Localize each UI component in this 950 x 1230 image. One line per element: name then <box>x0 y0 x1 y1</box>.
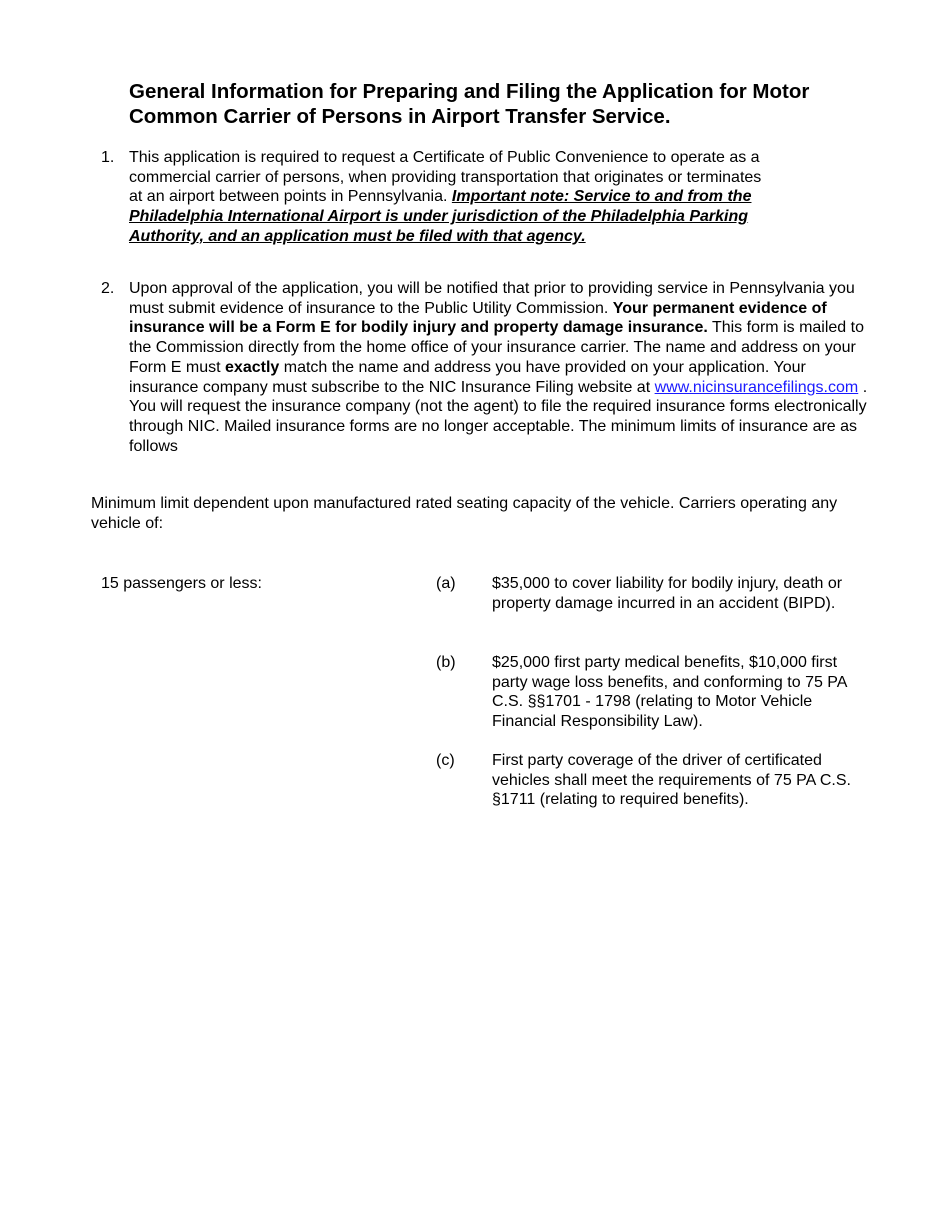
list-number: 2. <box>101 280 115 297</box>
coverage-text: $35,000 to cover liability for bodily injury, death or property damage incurred in an accident (BIPD). <box>492 575 843 612</box>
list-item-body <box>129 148 779 247</box>
list-number: 1. <box>101 149 115 166</box>
form-e-statement: Your permanent evidence of insurance will be a Form E for bodily injury and property damage insurance. <box>129 299 827 337</box>
coverage-text: First party coverage of the driver of certificated vehicles shall meet the requirements of 75 PA C.S. §1711 (relating to required benefits). <box>492 752 851 809</box>
coverage-letter: (a) <box>436 575 456 592</box>
item-2-text-2: This form is mailed to the Commission directly from the home office of your insurance carrier. The name and address on your Form E must <box>129 319 864 376</box>
item-2-text-3: match the name and address you have provided on your application. Your insurance company must subscribe to the NIC Insurance Filing website at <box>129 358 806 396</box>
list-item-body <box>129 279 874 456</box>
document-title: General Information for Preparing and Filing the Application for Motor Common Carrier of Persons in Airport Transfer Service. <box>129 80 810 128</box>
item-2-text-1: Upon approval of the application, you will be notified that prior to providing service in Pennsylvania you must submit evidence of insurance to the Public Utility Commission. <box>129 280 855 317</box>
minimum-limit-intro: Minimum limit dependent upon manufactured rated seating capacity of the vehicle. Carriers operating any vehicle of: <box>91 495 838 532</box>
item-2-text-4: . You will request the insurance company (not the agent) to file the required insurance forms electronically through NIC. Mailed insurance forms are no longer acceptable. The minimum limits of insurance are as follows <box>129 378 868 455</box>
nic-website-link[interactable]: www.nicinsurancefilings.com <box>654 378 859 396</box>
exactly-emphasis: exactly <box>225 358 280 376</box>
coverage-letter: (b) <box>436 654 456 671</box>
coverage-text: $25,000 first party medical benefits, $10,000 first party wage loss benefits, and conforming to 75 PA C.S. §§1701 - 1798 (relating to Motor Vehicle Financial Responsibility Law). <box>492 654 847 731</box>
coverage-letter: (c) <box>436 752 455 769</box>
important-note: Important note: Service to and from the Philadelphia International Airport is under jurisdiction of the Philadelphia Parking Authority, and an application must be filed with that agency. <box>129 188 752 245</box>
capacity-label: 15 passengers or less: <box>101 575 262 592</box>
item-1-text: This application is required to request a Certificate of Public Convenience to operate as a commercial carrier of persons, when providing transportation that originates or terminates at an airport between points in Pennsylvania. <box>129 149 762 206</box>
